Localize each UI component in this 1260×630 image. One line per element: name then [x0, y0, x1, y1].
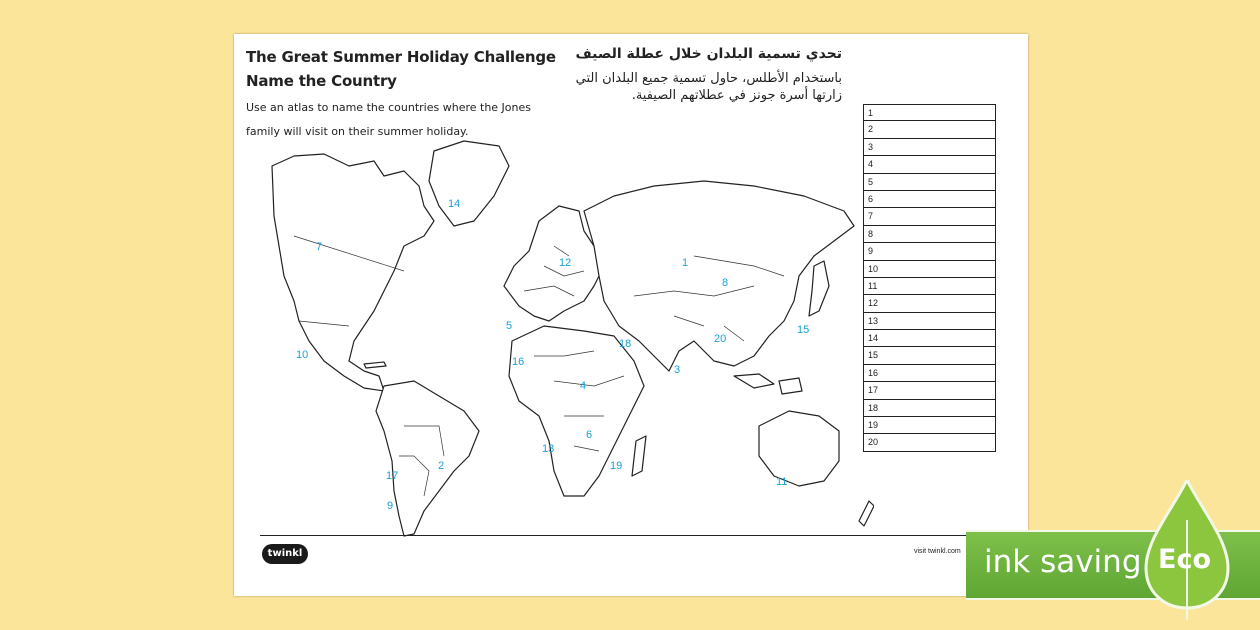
worksheet-subtitle: Name the Country	[246, 72, 397, 90]
eco-badge-label: Eco	[1158, 544, 1211, 575]
worksheet-page	[234, 34, 1028, 596]
answer-row[interactable]: 15	[863, 347, 996, 364]
worksheet-title-arabic: تحدي تسمية البلدان خلال عطلة الصيف	[575, 46, 842, 62]
map-label-20: 20	[714, 333, 727, 345]
worksheet-title: The Great Summer Holiday Challenge	[246, 48, 556, 66]
answer-row[interactable]: 12	[863, 295, 996, 312]
world-map	[254, 126, 874, 546]
worksheet-instructions-arabic: باستخدام الأطلس، حاول تسمية جميع البلدان التي زارتها أسرة جونز في عطلاتهم الصيفية.	[575, 71, 842, 103]
greenland-outline	[429, 141, 509, 226]
map-label-18: 18	[619, 338, 632, 350]
answer-row[interactable]: 10	[863, 261, 996, 278]
map-label-7: 7	[316, 241, 323, 253]
map-label-5: 5	[506, 320, 513, 332]
map-label-15: 15	[797, 324, 810, 336]
answer-row[interactable]: 2	[863, 121, 996, 138]
southeast-asia-islands	[734, 374, 802, 394]
answer-row[interactable]: 14	[863, 330, 996, 347]
madagascar-outline	[632, 436, 646, 476]
map-label-16: 16	[512, 356, 525, 368]
answer-row[interactable]: 20	[863, 434, 996, 451]
answer-row[interactable]: 13	[863, 313, 996, 330]
answer-row[interactable]: 3	[863, 139, 996, 156]
answer-row[interactable]: 7	[863, 208, 996, 225]
visit-link[interactable]: visit twinkl.com	[914, 548, 961, 555]
map-label-19: 19	[610, 460, 623, 472]
africa-outline	[509, 326, 644, 496]
map-label-4: 4	[580, 380, 587, 392]
answer-row[interactable]: 4	[863, 156, 996, 173]
answer-table	[863, 104, 996, 452]
map-label-3: 3	[674, 364, 681, 376]
answer-row[interactable]: 1	[863, 104, 996, 121]
japan-outline	[809, 261, 829, 316]
footer-divider	[260, 535, 1002, 536]
answer-row[interactable]: 18	[863, 400, 996, 417]
map-label-11: 11	[776, 476, 788, 488]
map-label-12: 12	[559, 257, 572, 269]
new-zealand-outline	[859, 501, 874, 526]
twinkl-logo: twinkl	[262, 544, 308, 564]
answer-row[interactable]: 17	[863, 382, 996, 399]
map-label-8: 8	[722, 277, 729, 289]
map-label-6: 6	[586, 429, 593, 441]
south-america-outline	[376, 381, 479, 536]
answer-row[interactable]: 16	[863, 365, 996, 382]
caribbean-islands	[364, 362, 386, 368]
map-label-9: 9	[387, 500, 394, 512]
map-label-1: 1	[682, 257, 689, 269]
answer-row[interactable]: 8	[863, 226, 996, 243]
australia-outline	[759, 411, 839, 486]
answer-row[interactable]: 11	[863, 278, 996, 295]
map-label-13: 13	[542, 443, 555, 455]
map-label-14: 14	[448, 198, 461, 210]
answer-row[interactable]: 19	[863, 417, 996, 434]
answer-row[interactable]: 5	[863, 174, 996, 191]
worksheet-instructions: Use an atlas to name the countries where the Jones family will visit on their summer holiday.	[246, 101, 531, 138]
answer-row[interactable]: 6	[863, 191, 996, 208]
answer-row[interactable]: 9	[863, 243, 996, 260]
map-label-17: 17	[386, 470, 399, 482]
ink-saving-label: ink saving	[984, 544, 1142, 580]
map-label-10: 10	[296, 349, 309, 361]
map-label-2: 2	[438, 460, 445, 472]
